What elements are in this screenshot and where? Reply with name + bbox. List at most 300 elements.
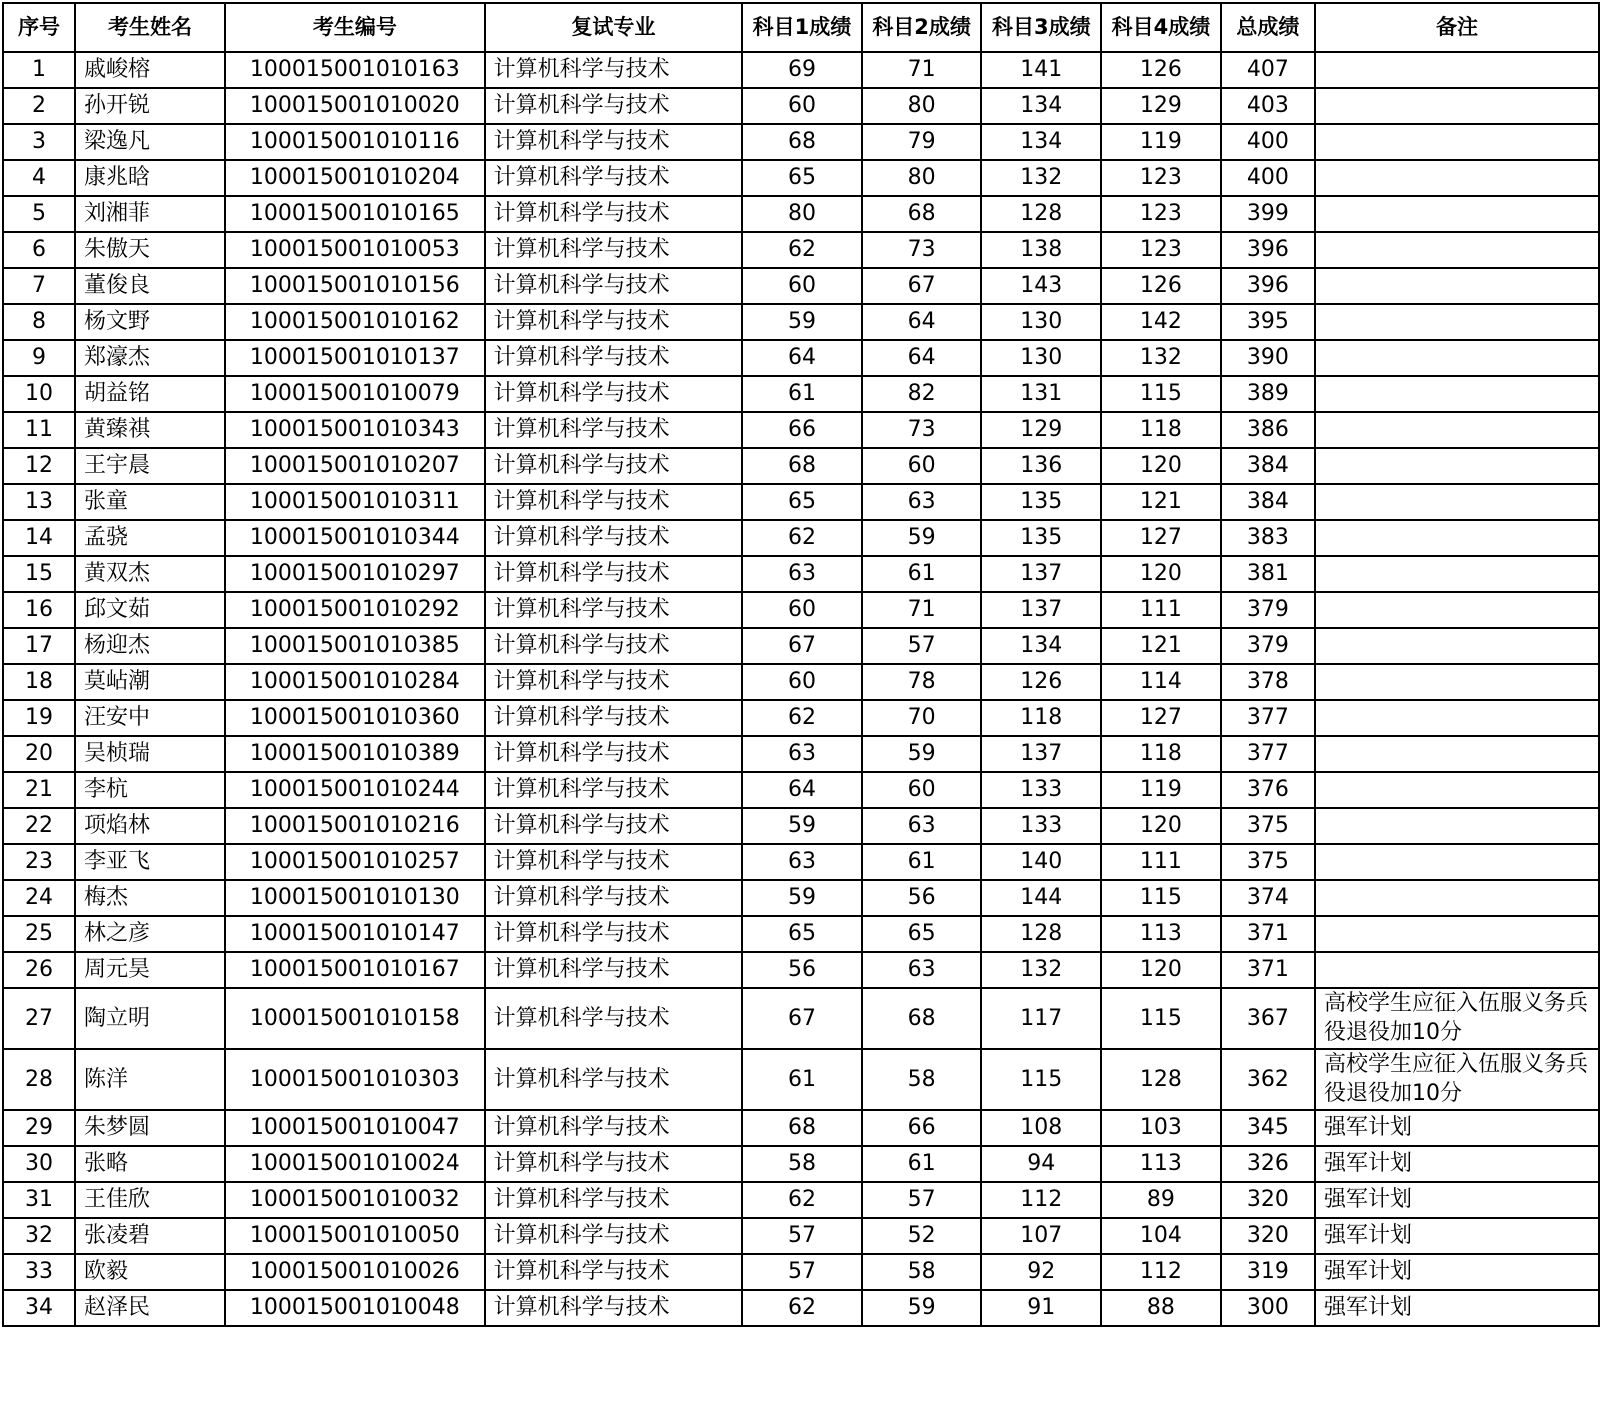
cell-score4: 120: [1101, 952, 1221, 988]
cell-total: 377: [1221, 736, 1315, 772]
table-row: [3, 808, 1599, 844]
cell-major: 计算机科学与技术: [485, 1110, 743, 1146]
cell-score4: 88: [1101, 1290, 1221, 1326]
cell-major: 计算机科学与技术: [485, 1290, 743, 1326]
cell-score3: 132: [981, 952, 1101, 988]
cell-major: 计算机科学与技术: [485, 52, 743, 88]
cell-total: 379: [1221, 628, 1315, 664]
cell-total: 396: [1221, 232, 1315, 268]
cell-id: 100015001010389: [225, 736, 485, 772]
cell-index: 7: [3, 268, 75, 304]
cell-id: 100015001010207: [225, 448, 485, 484]
cell-major: 计算机科学与技术: [485, 1254, 743, 1290]
cell-score3: 138: [981, 232, 1101, 268]
cell-score4: 118: [1101, 736, 1221, 772]
cell-score4: 123: [1101, 160, 1221, 196]
cell-index: 14: [3, 520, 75, 556]
table-row: [3, 124, 1599, 160]
cell-note: [1315, 844, 1599, 880]
cell-score4: 111: [1101, 592, 1221, 628]
cell-index: 16: [3, 592, 75, 628]
header-major: 复试专业: [485, 3, 743, 52]
cell-score1: 80: [742, 196, 862, 232]
cell-note: 高校学生应征入伍服义务兵役退役加10分: [1315, 988, 1599, 1049]
cell-id: 100015001010284: [225, 664, 485, 700]
table-row: [3, 304, 1599, 340]
table-row: [3, 1110, 1599, 1146]
cell-score4: 114: [1101, 664, 1221, 700]
table-row: [3, 952, 1599, 988]
cell-major: 计算机科学与技术: [485, 916, 743, 952]
cell-score3: 134: [981, 88, 1101, 124]
cell-index: 12: [3, 448, 75, 484]
cell-id: 100015001010050: [225, 1218, 485, 1254]
cell-score2: 58: [862, 1254, 982, 1290]
cell-score4: 120: [1101, 556, 1221, 592]
table-row: [3, 556, 1599, 592]
table-row: [3, 520, 1599, 556]
cell-index: 3: [3, 124, 75, 160]
cell-name: 杨迎杰: [75, 628, 225, 664]
cell-score2: 61: [862, 556, 982, 592]
cell-note: [1315, 448, 1599, 484]
table-row: [3, 1254, 1599, 1290]
cell-id: 100015001010137: [225, 340, 485, 376]
cell-index: 31: [3, 1182, 75, 1218]
cell-score1: 65: [742, 916, 862, 952]
cell-score1: 68: [742, 124, 862, 160]
cell-total: 400: [1221, 160, 1315, 196]
cell-score2: 73: [862, 412, 982, 448]
cell-name: 康兆晗: [75, 160, 225, 196]
cell-id: 100015001010360: [225, 700, 485, 736]
cell-note: [1315, 736, 1599, 772]
cell-score3: 134: [981, 628, 1101, 664]
cell-score3: 136: [981, 448, 1101, 484]
cell-total: 377: [1221, 700, 1315, 736]
cell-score3: 141: [981, 52, 1101, 88]
cell-score4: 123: [1101, 232, 1221, 268]
cell-note: 强军计划: [1315, 1110, 1599, 1146]
cell-score2: 78: [862, 664, 982, 700]
cell-score4: 121: [1101, 628, 1221, 664]
table-row: [3, 448, 1599, 484]
cell-major: 计算机科学与技术: [485, 412, 743, 448]
cell-id: 100015001010130: [225, 880, 485, 916]
cell-note: [1315, 340, 1599, 376]
cell-score3: 92: [981, 1254, 1101, 1290]
cell-score1: 62: [742, 520, 862, 556]
cell-score3: 130: [981, 340, 1101, 376]
cell-index: 24: [3, 880, 75, 916]
cell-score3: 137: [981, 556, 1101, 592]
cell-total: 407: [1221, 52, 1315, 88]
cell-total: 390: [1221, 340, 1315, 376]
cell-score3: 137: [981, 592, 1101, 628]
cell-score3: 128: [981, 916, 1101, 952]
table-row: [3, 232, 1599, 268]
cell-name: 汪安中: [75, 700, 225, 736]
table-row: [3, 340, 1599, 376]
cell-score1: 60: [742, 88, 862, 124]
cell-major: 计算机科学与技术: [485, 1182, 743, 1218]
table-row: [3, 376, 1599, 412]
cell-score1: 64: [742, 340, 862, 376]
cell-note: [1315, 160, 1599, 196]
cell-score1: 59: [742, 808, 862, 844]
cell-note: [1315, 232, 1599, 268]
cell-note: [1315, 124, 1599, 160]
cell-note: [1315, 772, 1599, 808]
cell-score3: 91: [981, 1290, 1101, 1326]
cell-name: 张童: [75, 484, 225, 520]
cell-name: 莫岾潮: [75, 664, 225, 700]
cell-major: 计算机科学与技术: [485, 952, 743, 988]
cell-index: 4: [3, 160, 75, 196]
cell-note: [1315, 52, 1599, 88]
cell-score3: 143: [981, 268, 1101, 304]
cell-id: 100015001010303: [225, 1049, 485, 1110]
table-row: [3, 52, 1599, 88]
cell-score1: 67: [742, 628, 862, 664]
table-row: [3, 412, 1599, 448]
cell-note: [1315, 700, 1599, 736]
cell-total: 384: [1221, 448, 1315, 484]
cell-score2: 65: [862, 916, 982, 952]
cell-score2: 56: [862, 880, 982, 916]
cell-major: 计算机科学与技术: [485, 808, 743, 844]
table-row: [3, 736, 1599, 772]
cell-score1: 64: [742, 772, 862, 808]
cell-id: 100015001010292: [225, 592, 485, 628]
cell-name: 林之彦: [75, 916, 225, 952]
cell-score3: 133: [981, 772, 1101, 808]
cell-name: 李杭: [75, 772, 225, 808]
cell-score4: 113: [1101, 916, 1221, 952]
cell-total: 400: [1221, 124, 1315, 160]
cell-major: 计算机科学与技术: [485, 484, 743, 520]
cell-score4: 120: [1101, 448, 1221, 484]
cell-name: 胡益铭: [75, 376, 225, 412]
cell-total: 396: [1221, 268, 1315, 304]
cell-note: [1315, 952, 1599, 988]
cell-score3: 117: [981, 988, 1101, 1049]
cell-score1: 60: [742, 268, 862, 304]
cell-score2: 79: [862, 124, 982, 160]
cell-score3: 107: [981, 1218, 1101, 1254]
cell-name: 朱傲天: [75, 232, 225, 268]
cell-note: 强军计划: [1315, 1218, 1599, 1254]
cell-index: 8: [3, 304, 75, 340]
cell-id: 100015001010257: [225, 844, 485, 880]
cell-score4: 119: [1101, 772, 1221, 808]
cell-score2: 68: [862, 988, 982, 1049]
cell-id: 100015001010204: [225, 160, 485, 196]
cell-major: 计算机科学与技术: [485, 448, 743, 484]
cell-index: 30: [3, 1146, 75, 1182]
cell-note: 高校学生应征入伍服义务兵役退役加10分: [1315, 1049, 1599, 1110]
cell-score2: 59: [862, 736, 982, 772]
cell-score4: 127: [1101, 520, 1221, 556]
cell-id: 100015001010024: [225, 1146, 485, 1182]
cell-note: [1315, 628, 1599, 664]
cell-score2: 63: [862, 952, 982, 988]
header-id: 考生编号: [225, 3, 485, 52]
cell-score2: 66: [862, 1110, 982, 1146]
header-note: 备注: [1315, 3, 1599, 52]
cell-major: 计算机科学与技术: [485, 196, 743, 232]
cell-index: 25: [3, 916, 75, 952]
cell-total: 403: [1221, 88, 1315, 124]
cell-score1: 58: [742, 1146, 862, 1182]
header-score2: 科目2成绩: [862, 3, 982, 52]
cell-score3: 129: [981, 412, 1101, 448]
header-total: 总成绩: [1221, 3, 1315, 52]
cell-score2: 71: [862, 592, 982, 628]
cell-score1: 57: [742, 1254, 862, 1290]
cell-index: 22: [3, 808, 75, 844]
table-row: [3, 916, 1599, 952]
cell-note: 强军计划: [1315, 1254, 1599, 1290]
cell-score1: 57: [742, 1218, 862, 1254]
cell-total: 375: [1221, 808, 1315, 844]
table-row: [3, 700, 1599, 736]
cell-total: 395: [1221, 304, 1315, 340]
cell-score1: 60: [742, 664, 862, 700]
cell-score4: 119: [1101, 124, 1221, 160]
cell-id: 100015001010147: [225, 916, 485, 952]
cell-note: [1315, 484, 1599, 520]
cell-total: 376: [1221, 772, 1315, 808]
cell-index: 29: [3, 1110, 75, 1146]
cell-score4: 115: [1101, 376, 1221, 412]
cell-score1: 67: [742, 988, 862, 1049]
cell-name: 黄臻祺: [75, 412, 225, 448]
cell-id: 100015001010297: [225, 556, 485, 592]
cell-major: 计算机科学与技术: [485, 988, 743, 1049]
cell-index: 15: [3, 556, 75, 592]
cell-score4: 103: [1101, 1110, 1221, 1146]
cell-score2: 64: [862, 304, 982, 340]
cell-score1: 65: [742, 484, 862, 520]
cell-name: 王宇晨: [75, 448, 225, 484]
cell-name: 梁逸凡: [75, 124, 225, 160]
cell-score4: 120: [1101, 808, 1221, 844]
cell-score2: 71: [862, 52, 982, 88]
cell-name: 黄双杰: [75, 556, 225, 592]
cell-score2: 60: [862, 448, 982, 484]
cell-total: 386: [1221, 412, 1315, 448]
cell-score2: 61: [862, 1146, 982, 1182]
cell-index: 11: [3, 412, 75, 448]
cell-id: 100015001010311: [225, 484, 485, 520]
cell-score4: 129: [1101, 88, 1221, 124]
cell-id: 100015001010163: [225, 52, 485, 88]
cell-index: 21: [3, 772, 75, 808]
cell-major: 计算机科学与技术: [485, 880, 743, 916]
cell-note: [1315, 556, 1599, 592]
cell-total: 319: [1221, 1254, 1315, 1290]
cell-major: 计算机科学与技术: [485, 1218, 743, 1254]
cell-score4: 112: [1101, 1254, 1221, 1290]
cell-index: 34: [3, 1290, 75, 1326]
cell-score3: 132: [981, 160, 1101, 196]
cell-total: 367: [1221, 988, 1315, 1049]
cell-total: 375: [1221, 844, 1315, 880]
cell-major: 计算机科学与技术: [485, 160, 743, 196]
cell-id: 100015001010032: [225, 1182, 485, 1218]
cell-note: [1315, 196, 1599, 232]
cell-major: 计算机科学与技术: [485, 772, 743, 808]
cell-score2: 52: [862, 1218, 982, 1254]
cell-score1: 63: [742, 844, 862, 880]
table-row: [3, 844, 1599, 880]
cell-id: 100015001010343: [225, 412, 485, 448]
cell-name: 朱梦圆: [75, 1110, 225, 1146]
cell-score1: 61: [742, 376, 862, 412]
cell-major: 计算机科学与技术: [485, 376, 743, 412]
cell-major: 计算机科学与技术: [485, 304, 743, 340]
cell-id: 100015001010162: [225, 304, 485, 340]
cell-score2: 60: [862, 772, 982, 808]
cell-score2: 67: [862, 268, 982, 304]
table-row: [3, 880, 1599, 916]
cell-score1: 59: [742, 880, 862, 916]
cell-total: 320: [1221, 1182, 1315, 1218]
cell-major: 计算机科学与技术: [485, 268, 743, 304]
cell-total: 345: [1221, 1110, 1315, 1146]
cell-note: [1315, 88, 1599, 124]
table-row: [3, 88, 1599, 124]
cell-score2: 59: [862, 1290, 982, 1326]
cell-id: 100015001010116: [225, 124, 485, 160]
cell-name: 陈洋: [75, 1049, 225, 1110]
cell-index: 5: [3, 196, 75, 232]
cell-score4: 113: [1101, 1146, 1221, 1182]
cell-id: 100015001010158: [225, 988, 485, 1049]
cell-score1: 60: [742, 592, 862, 628]
cell-name: 孙开锐: [75, 88, 225, 124]
cell-name: 郑濠杰: [75, 340, 225, 376]
cell-score3: 134: [981, 124, 1101, 160]
cell-score1: 68: [742, 1110, 862, 1146]
cell-score1: 66: [742, 412, 862, 448]
cell-id: 100015001010047: [225, 1110, 485, 1146]
cell-major: 计算机科学与技术: [485, 1049, 743, 1110]
cell-total: 383: [1221, 520, 1315, 556]
cell-id: 100015001010026: [225, 1254, 485, 1290]
cell-score4: 111: [1101, 844, 1221, 880]
cell-score2: 70: [862, 700, 982, 736]
cell-score2: 57: [862, 628, 982, 664]
cell-name: 董俊良: [75, 268, 225, 304]
cell-id: 100015001010020: [225, 88, 485, 124]
cell-note: [1315, 520, 1599, 556]
cell-index: 9: [3, 340, 75, 376]
table-row: [3, 484, 1599, 520]
cell-score1: 63: [742, 556, 862, 592]
cell-total: 374: [1221, 880, 1315, 916]
cell-index: 18: [3, 664, 75, 700]
cell-note: 强军计划: [1315, 1146, 1599, 1182]
cell-total: 381: [1221, 556, 1315, 592]
cell-note: [1315, 268, 1599, 304]
header-name: 考生姓名: [75, 3, 225, 52]
cell-total: 371: [1221, 916, 1315, 952]
table-row: [3, 772, 1599, 808]
cell-note: 强军计划: [1315, 1290, 1599, 1326]
cell-score4: 142: [1101, 304, 1221, 340]
cell-score3: 137: [981, 736, 1101, 772]
cell-id: 100015001010165: [225, 196, 485, 232]
cell-score3: 130: [981, 304, 1101, 340]
cell-id: 100015001010344: [225, 520, 485, 556]
header-score4: 科目4成绩: [1101, 3, 1221, 52]
cell-score1: 62: [742, 1182, 862, 1218]
cell-index: 23: [3, 844, 75, 880]
cell-score1: 69: [742, 52, 862, 88]
cell-index: 1: [3, 52, 75, 88]
cell-score2: 73: [862, 232, 982, 268]
cell-score1: 59: [742, 304, 862, 340]
header-row: [3, 3, 1599, 52]
cell-score4: 132: [1101, 340, 1221, 376]
cell-score4: 127: [1101, 700, 1221, 736]
table-row: [3, 1290, 1599, 1326]
cell-name: 赵泽民: [75, 1290, 225, 1326]
cell-score4: 123: [1101, 196, 1221, 232]
score-table: [2, 2, 1600, 1327]
cell-note: 强军计划: [1315, 1182, 1599, 1218]
cell-id: 100015001010048: [225, 1290, 485, 1326]
cell-note: [1315, 808, 1599, 844]
cell-score3: 144: [981, 880, 1101, 916]
cell-score4: 126: [1101, 52, 1221, 88]
cell-index: 13: [3, 484, 75, 520]
cell-note: [1315, 880, 1599, 916]
cell-major: 计算机科学与技术: [485, 88, 743, 124]
cell-name: 项焰林: [75, 808, 225, 844]
header-score1: 科目1成绩: [742, 3, 862, 52]
cell-total: 362: [1221, 1049, 1315, 1110]
header-score3: 科目3成绩: [981, 3, 1101, 52]
cell-note: [1315, 304, 1599, 340]
cell-score3: 112: [981, 1182, 1101, 1218]
cell-score2: 63: [862, 484, 982, 520]
cell-id: 100015001010079: [225, 376, 485, 412]
cell-major: 计算机科学与技术: [485, 628, 743, 664]
cell-score1: 56: [742, 952, 862, 988]
cell-score2: 80: [862, 88, 982, 124]
cell-index: 20: [3, 736, 75, 772]
cell-score4: 128: [1101, 1049, 1221, 1110]
cell-index: 17: [3, 628, 75, 664]
cell-major: 计算机科学与技术: [485, 736, 743, 772]
cell-name: 欧毅: [75, 1254, 225, 1290]
cell-score2: 80: [862, 160, 982, 196]
cell-name: 刘湘菲: [75, 196, 225, 232]
cell-major: 计算机科学与技术: [485, 592, 743, 628]
cell-major: 计算机科学与技术: [485, 844, 743, 880]
cell-major: 计算机科学与技术: [485, 1146, 743, 1182]
cell-score1: 61: [742, 1049, 862, 1110]
cell-score4: 115: [1101, 988, 1221, 1049]
cell-name: 李亚飞: [75, 844, 225, 880]
cell-score4: 115: [1101, 880, 1221, 916]
cell-total: 378: [1221, 664, 1315, 700]
cell-name: 王佳欣: [75, 1182, 225, 1218]
cell-index: 27: [3, 988, 75, 1049]
